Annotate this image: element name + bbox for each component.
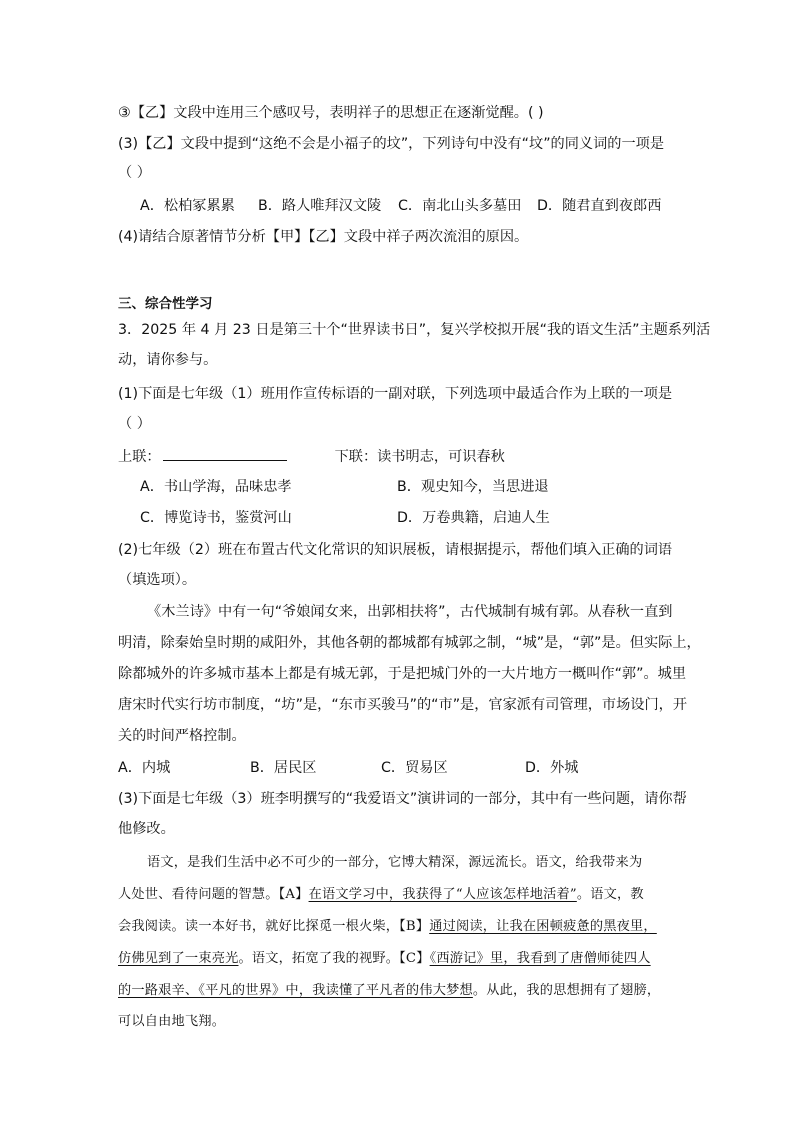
speech-line: [118, 949, 651, 969]
q3-stem-line-2: 动，请你参与。: [118, 352, 218, 368]
speech-text: 。从此，我的思想拥有了翅膀，: [472, 983, 661, 998]
p2-option-c: C．贸易区: [381, 760, 448, 776]
passage-line: 除都城外的许多城市基本上都是有城无郭，于是把城门外的一大片地方一概叫作“郭”。城里: [118, 666, 687, 682]
q2-sub3-option-c: C．南北山头多墓田: [398, 198, 522, 214]
speech-line: 可以自由地飞翔。: [118, 1014, 226, 1029]
speech-underlined-b: 通过阅读，让我在困顿疲惫的黑夜里，: [429, 919, 657, 934]
p2-option-a: A．内城: [118, 760, 171, 776]
q2-sub3-option-b: B．路人唯拜汉文陵: [258, 198, 382, 214]
q2-sub3-option-d: D．随君直到夜郎西: [537, 198, 662, 214]
speech-underlined-b-cont: 仿佛见到了一束亮光: [118, 951, 239, 966]
speech-text: 。语文，拓宽了我的视野。【C】: [238, 951, 430, 966]
speech-underlined-c: 《西游记》里，我看到了唐僧师徒四人: [429, 951, 651, 966]
p3-stem: (3)下面是七年级（3）班李明撰写的“我爱语文”演讲词的一部分，其中有一些问题，请你帮: [118, 791, 687, 807]
q2-sub3-answer-paren: （ ）: [118, 165, 151, 181]
speech-underlined-c-cont: 的一路艰辛、《平凡的世界》中，我读懂了平凡者的伟大梦想: [118, 983, 473, 998]
speech-text: 会我阅读。读一本好书，就好比探觅一根火柴，【B】: [118, 919, 430, 934]
q2-sub3-option-a: A．松柏冢累累: [140, 198, 235, 214]
speech-underlined-a: 在语文学习中，我获得了“人应该怎样地活着”: [308, 887, 577, 902]
speech-text: 人处世、看待问题的智慧。【A】: [118, 887, 309, 902]
speech-text: 。语文，教: [576, 887, 644, 902]
p1-option-c: C．博览诗书，鉴赏河山: [140, 510, 292, 526]
p1-option-d: D．万卷典籍，启迪人生: [397, 510, 550, 526]
couplet-lower: 下联：读书明志，可识春秋: [334, 449, 505, 465]
q3-stem-line-1: 3．2025 年 4 月 23 日是第三十个“世界读书日”，复兴学校拟开展“我的语文生活”主题系列活: [118, 322, 711, 338]
p1-option-b: B．观史知今，当思进退: [397, 479, 549, 495]
p2-stem: (2)七年级（2）班在布置古代文化常识的知识展板，请根据提示，帮他们填入正确的词语: [118, 542, 673, 558]
passage-line: 《木兰诗》中有一句“爷娘闻女来，出郭相扶将”，古代城制有城有郭。从春秋一直到: [147, 604, 673, 620]
p1-stem: (1)下面是七年级（1）班用作宣传标语的一副对联，下列选项中最适合作为上联的一项是: [118, 386, 673, 402]
couplet-upper-label: 上联：: [118, 449, 161, 465]
p1-answer-paren: （ ）: [118, 416, 151, 432]
speech-line: [118, 981, 660, 1001]
passage-line: 明清，除秦始皇时期的咸阳外，其他各朝的都城都有城郭之制，“城”是，“郭”是。但实际上，: [118, 635, 701, 651]
p2-stem-2: （填选项）。: [118, 572, 197, 588]
speech-line: 语文，是我们生活中必不可少的一部分，它博大精深，源远流长。语文，给我带来为: [147, 855, 643, 870]
p3-stem-2: 他修改。: [118, 821, 175, 837]
section-heading: 三、综合性学习: [118, 296, 213, 312]
p2-option-b: B．居民区: [250, 760, 317, 776]
couplet-row: [118, 446, 505, 467]
p1-option-a: A．书山学海，品味忠孝: [140, 479, 292, 495]
speech-line: [118, 917, 657, 937]
couplet-upper-blank[interactable]: [163, 446, 287, 461]
passage-line: 关的时间严格控制。: [118, 728, 246, 744]
speech-line: [118, 885, 644, 905]
p2-option-d: D．外城: [525, 760, 579, 776]
q2-item-3: ③【乙】文段中连用三个感叹号，表明祥子的思想正在逐渐觉醒。( ): [118, 105, 544, 121]
q2-sub3-stem: (3)【乙】文段中提到“这绝不会是小福子的坟”，下列诗句中没有“坟”的同义词的一项是: [118, 136, 665, 152]
q2-sub4-stem: (4)请结合原著情节分析【甲】【乙】文段中祥子两次流泪的原因。: [118, 229, 529, 245]
passage-line: 唐宋时代实行坊市制度，“坊”是，“东市买骏马”的“市”是，官家派有司管理，市场设门，开: [118, 697, 688, 713]
